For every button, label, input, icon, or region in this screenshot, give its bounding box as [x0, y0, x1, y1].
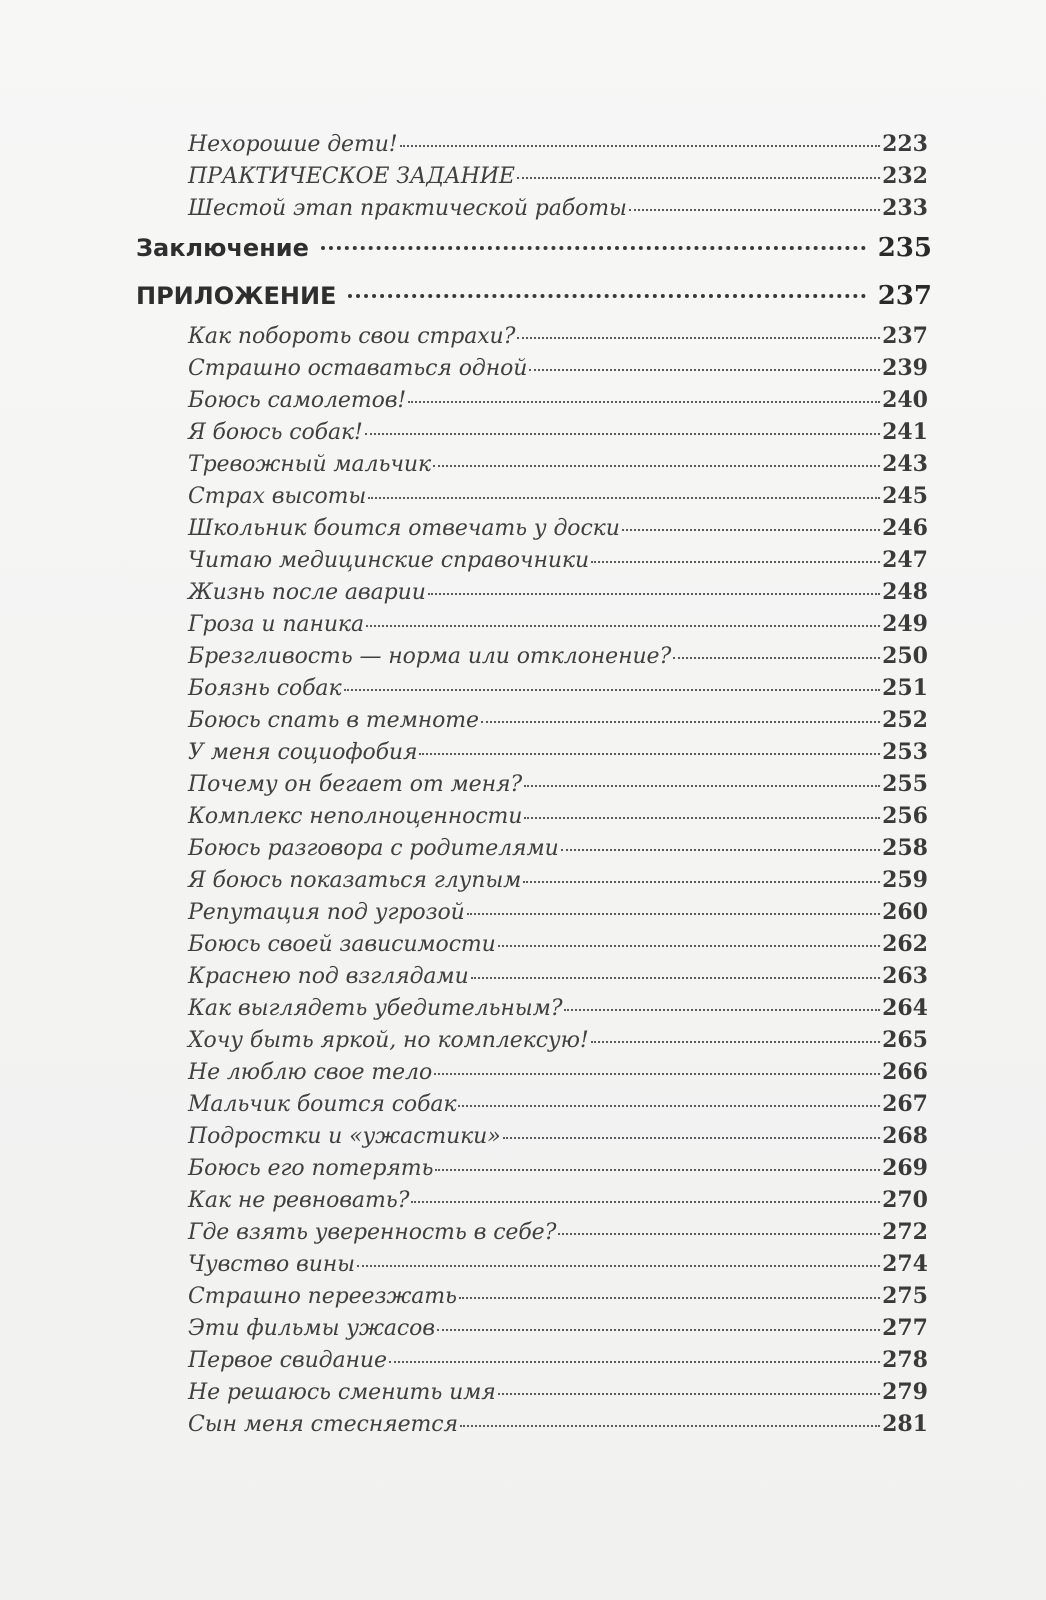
toc-entry-title: Комплекс неполноценности: [188, 804, 523, 829]
dot-leader: [348, 294, 865, 298]
toc-entry: [188, 384, 928, 416]
toc-page-number: 223: [882, 131, 928, 157]
toc-page-number: 246: [882, 515, 928, 541]
toc-entry: [188, 1120, 928, 1152]
toc-entry-title: Не решаюсь сменить имя: [188, 1380, 496, 1405]
toc-page-number: 270: [882, 1187, 928, 1213]
toc-entry-title: Боюсь его потерять: [188, 1156, 434, 1181]
dot-leader: [408, 401, 880, 403]
dot-leader: [622, 529, 880, 531]
toc-page-number: 241: [882, 419, 928, 445]
toc-entry: [188, 576, 928, 608]
dot-leader: [481, 721, 880, 723]
dot-leader: [321, 246, 866, 250]
toc-entry-title: Первое свидание: [188, 1348, 387, 1373]
toc-entry: [188, 1056, 928, 1088]
dot-leader: [561, 849, 880, 851]
toc-entry: [188, 480, 928, 512]
dot-leader: [517, 177, 880, 179]
toc-entry: [188, 864, 928, 896]
toc-page-number: 243: [882, 451, 928, 477]
dot-leader: [591, 561, 880, 563]
toc-page-number: 279: [882, 1379, 928, 1405]
dot-leader: [524, 817, 880, 819]
toc-page-number: 264: [882, 995, 928, 1021]
toc-page-number: 269: [882, 1155, 928, 1181]
toc-entry-title: Я боюсь показаться глупым: [188, 868, 522, 893]
toc-page-number: 281: [882, 1411, 928, 1437]
toc-entry-title: Брезгливость — норма или отклонение?: [188, 644, 672, 669]
table-of-contents: [0, 128, 1046, 1440]
toc-entry-title: Репутация под угрозой: [188, 900, 465, 925]
toc-entry: [188, 1376, 928, 1408]
toc-page-number: 232: [882, 163, 928, 189]
toc-page-number: 249: [882, 611, 928, 637]
toc-entry-title: Почему он бегает от меня?: [188, 772, 523, 797]
toc-entry-title: Боязнь собак: [188, 676, 342, 701]
toc-entry: [188, 736, 928, 768]
toc-entry: [188, 640, 928, 672]
toc-page-number: 275: [882, 1283, 928, 1309]
toc-entry: [188, 832, 928, 864]
dot-leader: [389, 1361, 880, 1363]
toc-entry-title: Заключение: [136, 234, 309, 262]
toc-entry: [188, 1312, 928, 1344]
dot-leader: [471, 977, 880, 979]
toc-entry-title: Шестой этап практической работы: [188, 196, 627, 221]
toc-entry-title: Читаю медицинские справочники: [188, 548, 590, 573]
toc-entry: [188, 1024, 928, 1056]
toc-page-number: 252: [882, 707, 928, 733]
dot-leader: [400, 145, 881, 147]
toc-entry-title: Сын меня стесняется: [188, 1412, 458, 1437]
toc-page-number: 274: [882, 1251, 928, 1277]
toc-entry: [188, 960, 928, 992]
toc-entry: [188, 1280, 928, 1312]
toc-entry-title: Не люблю свое тело: [188, 1060, 433, 1085]
toc-entry-title: Я боюсь собак!: [188, 420, 363, 445]
dot-leader: [433, 465, 880, 467]
dot-leader: [529, 369, 880, 371]
toc-entry-title: Страшно переезжать: [188, 1284, 457, 1309]
toc-entry: [188, 416, 928, 448]
toc-page-number: 247: [882, 547, 928, 573]
toc-entry-title: Краснею под взглядами: [188, 964, 469, 989]
toc-page-number: 265: [882, 1027, 928, 1053]
toc-page-number: 267: [882, 1091, 928, 1117]
toc-page-number: 262: [882, 931, 928, 957]
toc-page-number: 266: [882, 1059, 928, 1085]
toc-entry-title: Мальчик боится собак: [188, 1092, 457, 1117]
toc-page-number: 237: [882, 323, 928, 349]
toc-entry-title: Школьник боится отвечать у доски: [188, 516, 620, 541]
dot-leader: [460, 1425, 880, 1427]
toc-page-number: 256: [882, 803, 928, 829]
toc-entry: [188, 192, 928, 224]
toc-entry-title: Тревожный мальчик: [188, 452, 432, 477]
toc-entry-title: Страшно оставаться одной: [188, 356, 528, 381]
dot-leader: [498, 1393, 880, 1395]
toc-entry-title: Боюсь разговора с родителями: [188, 836, 559, 861]
dot-leader: [524, 785, 880, 787]
toc-entry: [188, 512, 928, 544]
toc-entry-title: Чувство вины: [188, 1252, 355, 1277]
dot-leader: [428, 593, 880, 595]
toc-entry-title: Гроза и паника: [188, 612, 364, 637]
toc-entry-title: ПРИЛОЖЕНИЕ: [136, 282, 337, 310]
toc-entry-title: Страх высоты: [188, 484, 367, 509]
toc-entry: [188, 1248, 928, 1280]
toc-entry: [188, 1152, 928, 1184]
toc-entry: [188, 1184, 928, 1216]
toc-page-number: 255: [882, 771, 928, 797]
toc-page-number: 259: [882, 867, 928, 893]
toc-entry-title: Боюсь своей зависимости: [188, 932, 496, 957]
dot-leader: [365, 433, 880, 435]
toc-page-number: 251: [882, 675, 928, 701]
toc-page-number: 240: [882, 387, 928, 413]
toc-page-number: 237: [877, 281, 932, 311]
toc-entry-title: Хочу быть яркой, но комплексую!: [188, 1028, 589, 1053]
dot-leader: [437, 1329, 880, 1331]
toc-entry-title: Боюсь спать в темноте: [188, 708, 479, 733]
toc-entry: [188, 608, 928, 640]
toc-entry-title: Эти фильмы ужасов: [188, 1316, 435, 1341]
dot-leader: [366, 625, 880, 627]
dot-leader: [344, 689, 881, 691]
toc-entry: [188, 768, 928, 800]
toc-entry-title: Боюсь самолетов!: [188, 388, 407, 413]
toc-entry: [188, 448, 928, 480]
toc-entry: [188, 704, 928, 736]
toc-page-number: 233: [882, 195, 928, 221]
toc-page-number: 278: [882, 1347, 928, 1373]
toc-entry: [188, 320, 928, 352]
toc-entry: [188, 1344, 928, 1376]
toc-page-number: 250: [882, 643, 928, 669]
toc-page-number: 258: [882, 835, 928, 861]
toc-page-number: 260: [882, 899, 928, 925]
dot-leader: [558, 1233, 880, 1235]
dot-leader: [564, 1009, 880, 1011]
toc-page-number: 268: [882, 1123, 928, 1149]
toc-entry: [188, 128, 928, 160]
toc-entry-title: У меня социофобия: [188, 740, 418, 765]
toc-page-number: 263: [882, 963, 928, 989]
toc-entry-title: Как не ревновать?: [188, 1188, 410, 1213]
toc-entry: [188, 896, 928, 928]
toc-entry: [188, 1088, 928, 1120]
dot-leader: [459, 1297, 880, 1299]
toc-entry-title: Нехорошие дети!: [188, 132, 398, 157]
toc-page-number: 245: [882, 483, 928, 509]
toc-page-number: 253: [882, 739, 928, 765]
toc-entry-title: Жизнь после аварии: [188, 580, 426, 605]
dot-leader: [517, 337, 880, 339]
toc-entry-title: ПРАКТИЧЕСКОЕ ЗАДАНИЕ: [188, 164, 515, 189]
toc-entry: [188, 544, 928, 576]
toc-entry-title: Где взять уверенность в себе?: [188, 1220, 557, 1245]
dot-leader: [368, 497, 880, 499]
toc-entry: [188, 928, 928, 960]
dot-leader: [673, 657, 880, 659]
dot-leader: [411, 1201, 880, 1203]
dot-leader: [629, 209, 880, 211]
toc-page-number: 235: [877, 233, 932, 263]
toc-entry: [188, 672, 928, 704]
toc-chapter-entry: [136, 224, 932, 272]
toc-entry-title: Как выглядеть убедительным?: [188, 996, 563, 1021]
toc-entry: [188, 352, 928, 384]
toc-entry: [188, 1216, 928, 1248]
toc-entry-title: Подростки и «ужастики»: [188, 1124, 501, 1149]
toc-entry: [188, 160, 928, 192]
dot-leader: [419, 753, 880, 755]
dot-leader: [467, 913, 880, 915]
toc-page-number: 272: [882, 1219, 928, 1245]
dot-leader: [458, 1105, 880, 1107]
dot-leader: [434, 1073, 880, 1075]
toc-entry-title: Как побороть свои страхи?: [188, 324, 516, 349]
toc-entry: [188, 992, 928, 1024]
dot-leader: [498, 945, 880, 947]
dot-leader: [435, 1169, 880, 1171]
toc-page-number: 277: [882, 1315, 928, 1341]
toc-chapter-entry: [136, 272, 932, 320]
toc-entry: [188, 800, 928, 832]
dot-leader: [357, 1265, 880, 1267]
toc-page-number: 239: [882, 355, 928, 381]
toc-page-number: 248: [882, 579, 928, 605]
dot-leader: [523, 881, 880, 883]
dot-leader: [591, 1041, 880, 1043]
toc-entry: [188, 1408, 928, 1440]
dot-leader: [503, 1137, 880, 1139]
